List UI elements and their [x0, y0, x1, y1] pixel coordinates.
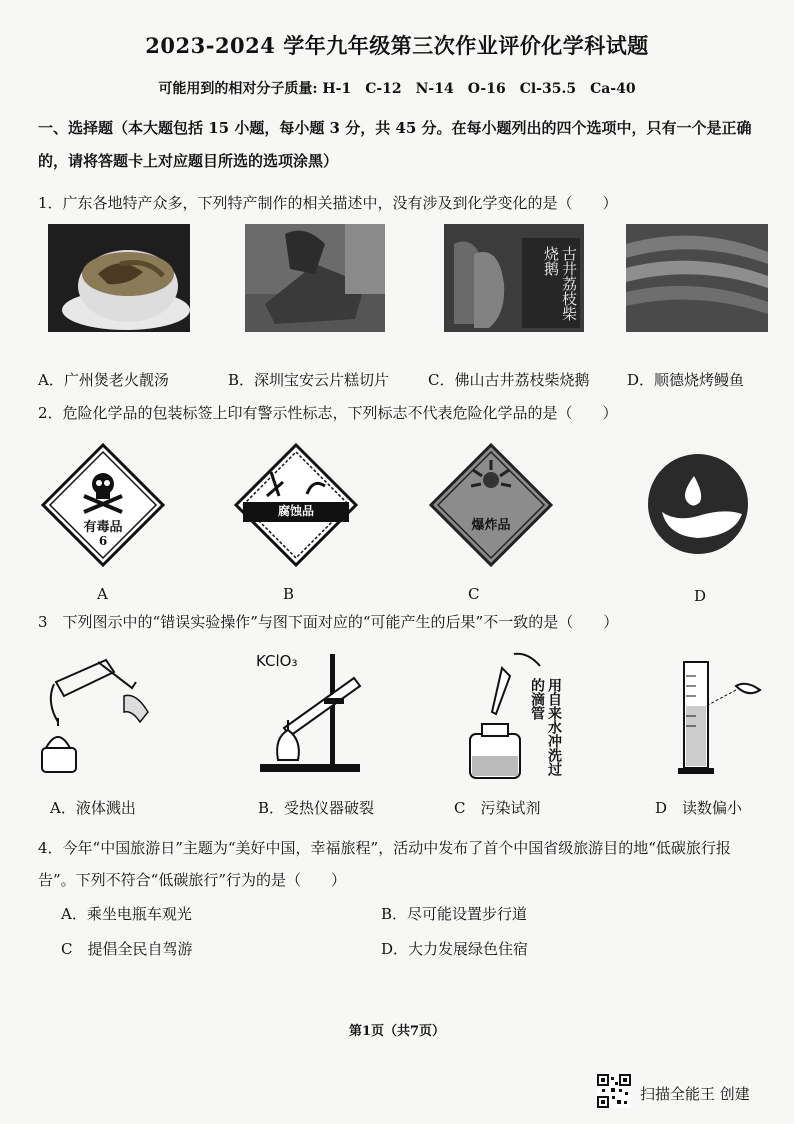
q2-option-b[interactable]: B	[283, 585, 295, 603]
q4-option-a[interactable]: A．乘坐电瓶车观光	[61, 905, 192, 923]
q3-fig-dropper	[462, 648, 566, 780]
toxic-sign-class: 6	[98, 534, 108, 548]
q3-option-c[interactable]: C 污染试剂	[454, 799, 541, 817]
corrosive-sign	[233, 442, 359, 568]
exam-title: 2023-2024 学年九年级第三次作业评价化学科试题	[145, 33, 649, 58]
q4-option-d[interactable]: D．大力发展绿色住宿	[381, 940, 529, 958]
scanner-watermark: 扫描全能王 创建	[640, 1085, 750, 1103]
q1-option-a[interactable]: A．广州煲老火靓汤	[38, 371, 169, 389]
q1-stem: 1．广东各地特产众多，下列特产制作的相关描述中，没有涉及到化学变化的是（ ）	[38, 194, 618, 212]
toxic-sign	[40, 442, 166, 568]
q1-photo-cake	[245, 224, 385, 332]
atomic-masses: 可能用到的相对分子质量: H-1 C-12 N-14 O-16 Cl-35.5 Ca-40	[158, 81, 636, 97]
q2-option-d[interactable]: D	[694, 587, 707, 605]
qr-code-icon	[597, 1074, 631, 1108]
explosive-sign	[428, 442, 554, 568]
q3-option-d[interactable]: D 读数偏小	[655, 799, 743, 817]
q1-option-c[interactable]: C．佛山古井荔枝柴烧鹅	[428, 371, 590, 389]
q3-fig-heating-liquid	[36, 652, 160, 778]
q3-option-b[interactable]: B．受热仪器破裂	[258, 799, 375, 817]
q1-photo-goose-caption: 古井荔枝柴烧鹅	[542, 246, 578, 321]
q3-dropper-note: 用自来水冲洗过的滴管	[529, 678, 562, 776]
q3-fig-heating-solid	[254, 650, 374, 778]
q2-option-c[interactable]: C	[468, 585, 480, 603]
q1-option-b[interactable]: B．深圳宝安云片糕切片	[228, 371, 390, 389]
page-number: 第1页（共7页）	[348, 1024, 446, 1039]
q3-stem: 3 下列图示中的“错误实验操作”与图下面对应的“可能产生的后果”不一致的是（ ）	[38, 613, 619, 631]
q2-stem: 2．危险化学品的包装标签上印有警示性标志，下列标志不代表危险化学品的是（ ）	[38, 404, 618, 422]
q1-photo-eel	[626, 224, 768, 332]
q3-fig-cylinder	[676, 656, 770, 778]
q3-reagent-label: KClO₃	[256, 652, 298, 670]
q1-photo-goose	[444, 224, 584, 332]
toxic-sign-label: 有毒品	[83, 520, 123, 535]
q4-option-c[interactable]: C 提倡全民自驾游	[61, 940, 193, 958]
q1-option-d[interactable]: D．顺德烧烤鳗鱼	[627, 371, 745, 389]
q2-option-a[interactable]: A	[97, 585, 108, 603]
explosive-sign-label: 爆炸品	[471, 518, 511, 533]
water-saving-sign	[646, 452, 750, 556]
section-heading: 一、选择题（本大题包括 15 小题，每小题 3 分，共 45 分。在每小题列出的四个选项中，只有一个是正确的，请将答题卡上对应题目所选的选项涂黑）	[38, 119, 752, 170]
q4-option-b[interactable]: B．尽可能设置步行道	[381, 905, 528, 923]
q3-option-a[interactable]: A．液体溅出	[50, 799, 136, 817]
q1-photo-soup	[48, 224, 190, 332]
corrosive-sign-label: 腐蚀品	[277, 504, 314, 518]
q4-stem: 4．今年“中国旅游日”主题为“美好中国，幸福旅程”，活动中发布了首个中国省级旅游目的地“低碳旅行报告”。下列不符合“低碳旅行”行为的是（ ）	[38, 839, 731, 889]
